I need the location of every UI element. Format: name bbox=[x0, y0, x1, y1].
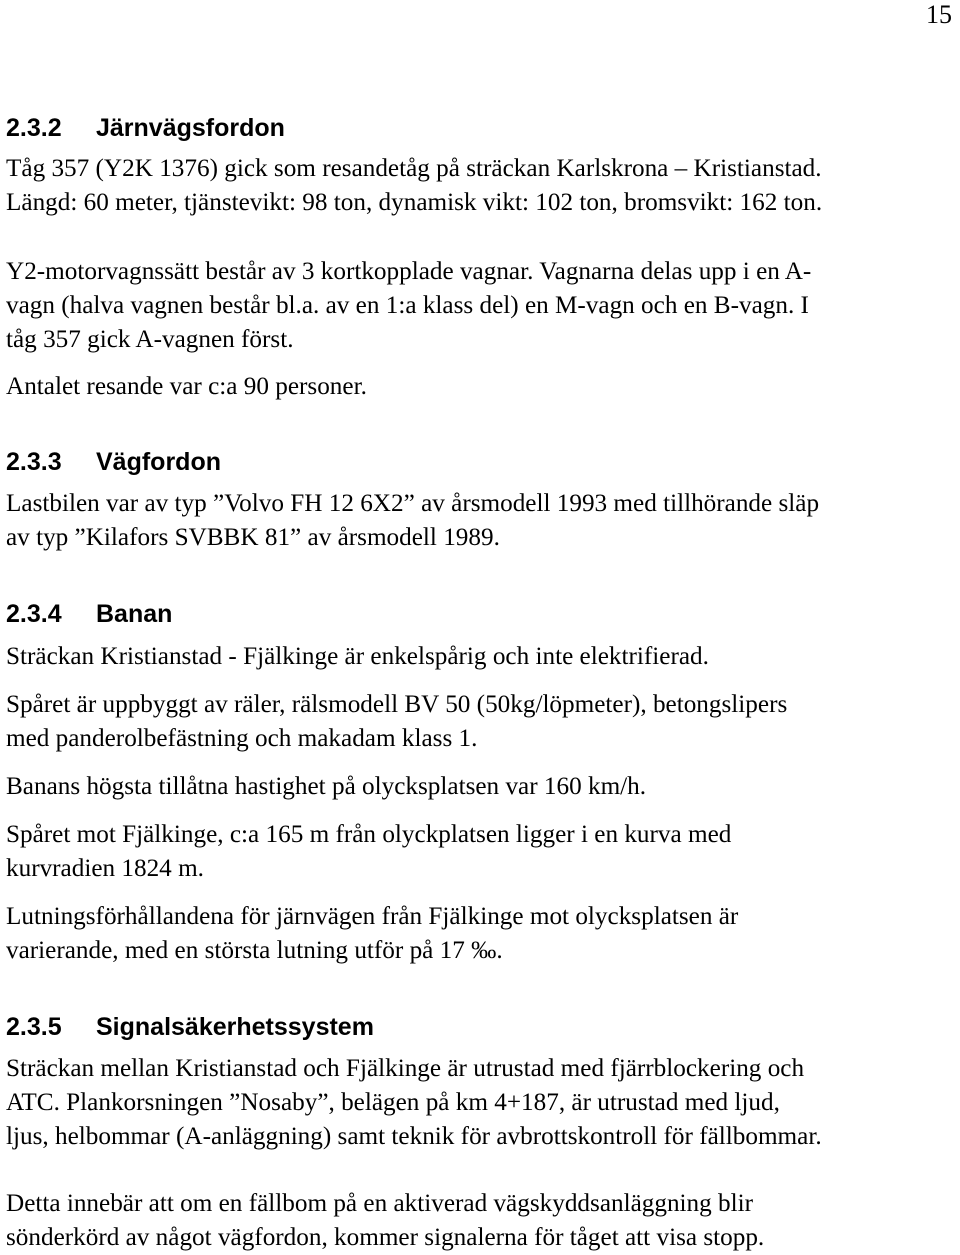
section-number: 2.3.3 bbox=[6, 448, 62, 476]
paragraph bbox=[6, 255, 958, 357]
text-line: Antalet resande var c:a 90 personer. bbox=[6, 373, 367, 400]
text-line: Längd: 60 meter, tjänstevikt: 98 ton, dynamisk vikt: 102 ton, bromsvikt: 162 ton. bbox=[6, 189, 823, 216]
section-number: 2.3.5 bbox=[6, 1013, 62, 1041]
section-heading-2-3-3 bbox=[6, 447, 221, 477]
text-line: Banans högsta tillåtna hastighet på olycksplatsen var 160 km/h. bbox=[6, 773, 647, 800]
text-line: ATC. Plankorsningen ”Nosaby”, belägen på km 4+187, är utrustad med ljud, bbox=[6, 1089, 780, 1116]
text-line: sönderkörd av något vägfordon, kommer signalerna för tåget att visa stopp. bbox=[6, 1224, 765, 1251]
section-title: Vägfordon bbox=[96, 448, 221, 476]
section-title: Signalsäkerhetssystem bbox=[96, 1013, 374, 1041]
text-line: varierande, med en största lutning utför på 17 ‰. bbox=[6, 937, 503, 964]
paragraph bbox=[6, 1052, 958, 1154]
paragraph bbox=[6, 900, 958, 968]
text-line: Lastbilen var av typ ”Volvo FH 12 6X2” av årsmodell 1993 med tillhörande släp bbox=[6, 490, 820, 517]
paragraph bbox=[6, 1187, 958, 1255]
text-line: Detta innebär att om en fällbom på en aktiverad vägskyddsanläggning blir bbox=[6, 1190, 754, 1217]
paragraph bbox=[6, 152, 958, 220]
paragraph bbox=[6, 370, 958, 404]
section-title: Järnvägsfordon bbox=[96, 114, 285, 142]
text-line: kurvradien 1824 m. bbox=[6, 855, 204, 882]
paragraph bbox=[6, 770, 958, 804]
text-line: Lutningsförhållandena för järnvägen från Fjälkinge mot olycksplatsen är bbox=[6, 903, 739, 930]
text-line: tåg 357 gick A-vagnen först. bbox=[6, 326, 294, 353]
text-line: av typ ”Kilafors SVBBK 81” av årsmodell 1989. bbox=[6, 524, 500, 551]
text-line: Sträckan mellan Kristianstad och Fjälkinge är utrustad med fjärrblockering och bbox=[6, 1055, 805, 1082]
text-line: ljus, helbommar (A-anläggning) samt teknik för avbrottskontroll för fällbommar. bbox=[6, 1123, 822, 1150]
section-number: 2.3.4 bbox=[6, 600, 62, 628]
paragraph bbox=[6, 688, 958, 756]
paragraph bbox=[6, 818, 958, 886]
text-line: vagn (halva vagnen består bl.a. av en 1:a klass del) en M-vagn och en B-vagn. I bbox=[6, 292, 809, 319]
section-heading-2-3-5 bbox=[6, 1012, 374, 1042]
section-heading-2-3-4 bbox=[6, 599, 172, 629]
text-line: Spåret mot Fjälkinge, c:a 165 m från olyckplatsen ligger i en kurva med bbox=[6, 821, 732, 848]
paragraph bbox=[6, 640, 958, 674]
text-line: Tåg 357 (Y2K 1376) gick som resandetåg på sträckan Karlskrona – Kristianstad. bbox=[6, 155, 822, 182]
page-number: 15 bbox=[926, 0, 952, 29]
text-line: med panderolbefästning och makadam klass 1. bbox=[6, 725, 478, 752]
text-line: Spåret är uppbyggt av räler, rälsmodell BV 50 (50kg/löpmeter), betongslipers bbox=[6, 691, 788, 718]
text-line: Y2-motorvagnssätt består av 3 kortkopplade vagnar. Vagnarna delas upp i en A- bbox=[6, 258, 812, 285]
section-number: 2.3.2 bbox=[6, 114, 62, 142]
paragraph bbox=[6, 487, 958, 555]
section-heading-2-3-2 bbox=[6, 113, 285, 143]
text-line: Sträckan Kristianstad - Fjälkinge är enkelspårig och inte elektrifierad. bbox=[6, 643, 709, 670]
section-title: Banan bbox=[96, 600, 173, 628]
